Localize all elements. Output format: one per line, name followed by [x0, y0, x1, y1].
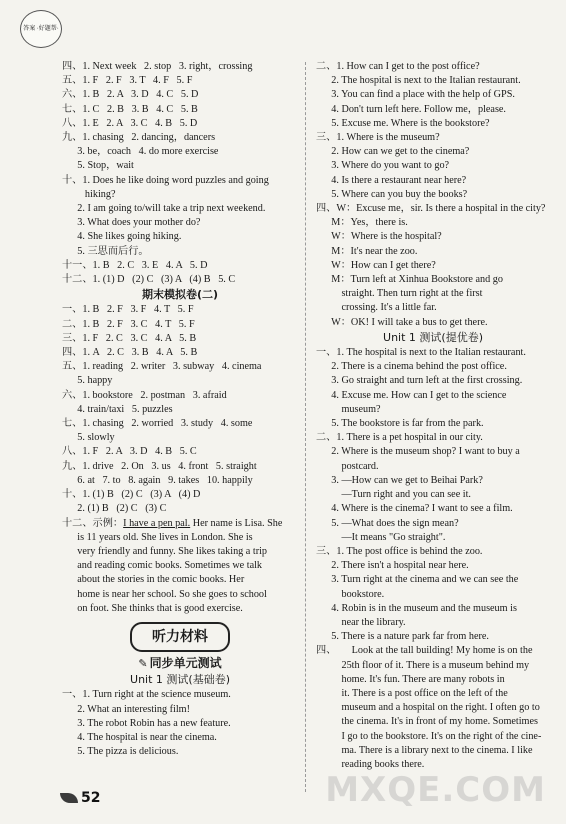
text-line: 五、1. F 2. F 3. T 4. F 5. F	[62, 75, 193, 87]
text-line: 3. Turn right at the cinema and we can see the	[316, 574, 519, 586]
text-line: W：Where is the hospital?	[316, 231, 442, 243]
text-line: 3. Where do you want to go?	[316, 160, 450, 172]
text-line: hiking?	[62, 188, 116, 200]
text-line: 4. Don't turn left here. Follow me，please.	[316, 103, 506, 115]
text-line: 2. How can we get to the cinema?	[316, 146, 470, 158]
text-line: 一、1. The hospital is next to the Italian restaurant.	[316, 347, 526, 359]
text-line: 二、1. B 2. F 3. C 4. T 5. F	[62, 318, 195, 330]
text-line: 5. There is a nature park far from here.	[316, 631, 489, 643]
text-line: 七、1. chasing 2. worried 3. study 4. some	[62, 418, 253, 430]
text-line: 十二、1. (1) D (2) C (3) A (4) B 5. C	[62, 274, 236, 286]
text-line: 一、1. B 2. F 3. F 4. T 5. F	[62, 304, 194, 316]
text-line: museum?	[316, 403, 381, 415]
essay-first-line: 十二、示例：I have a pen pal. Her name is Lisa. She	[62, 517, 283, 529]
text-line: —Turn right and you can see it.	[316, 489, 471, 501]
text-line: is 11 years old. She lives in London. She is	[62, 531, 253, 543]
text-line: 七、1. C 2. B 3. B 4. C 5. B	[62, 103, 198, 115]
text-line: 十、1. Does he like doing word puzzles and going	[62, 174, 269, 186]
text-line: 四、1. A 2. C 3. B 4. A 5. B	[62, 347, 198, 359]
right-column	[316, 60, 550, 772]
text-line: 5. The bookstore is far from the park.	[316, 418, 484, 430]
heading-final-mock-2: 期末模拟卷(二)	[141, 288, 219, 302]
text-line: W：How can I get there?	[316, 259, 436, 271]
text-line: 6. at 7. to 8. again 9. takes 10. happily	[62, 474, 253, 486]
unit1-advanced-heading: Unit 1 测试(提优卷)	[383, 330, 483, 344]
text-line: 2. What an interesting film!	[62, 703, 190, 715]
left-column	[62, 60, 298, 759]
unit1-basic-listening-cont	[316, 60, 550, 330]
listening-material-banner: 听力材料	[130, 622, 230, 652]
text-line: 二、1. How can I get to the post office?	[316, 61, 480, 72]
text-line: 5. The pizza is delicious.	[62, 746, 179, 758]
text-line: 3. The robot Robin has a new feature.	[62, 717, 231, 729]
text-line: near the library.	[316, 616, 406, 628]
text-line: M：Turn left at Xinhua Bookstore and go	[316, 274, 503, 286]
text-line: 2. There isn't a hospital near here.	[316, 560, 469, 572]
text-line: about the stories in the comic books. Her	[62, 574, 245, 586]
text-line: crossing. It's a little far.	[316, 302, 437, 314]
text-line: 六、1. B 2. A 3. D 4. C 5. D	[62, 89, 199, 101]
text-line: it. There is a post office on the left of the	[316, 687, 508, 699]
text-line: ma. There is a library next to the cinema. I like	[316, 744, 533, 756]
text-line: 四、W：Excuse me，sir. Is there a hospital in the city?	[316, 203, 546, 215]
text-line: 十一、1. B 2. C 3. E 4. A 5. D	[62, 259, 208, 271]
text-line: and reading comic books. Sometimes we talk	[62, 560, 263, 572]
text-line: 4. She likes going hiking.	[62, 231, 182, 243]
text-line: 四、 Look at the tall building! My home is on the	[316, 645, 533, 657]
text-line: 5. Excuse me. Where is the bookstore?	[316, 117, 490, 129]
site-watermark: MXQE.COM	[325, 770, 546, 810]
text-line: 十、1. (1) B (2) C (3) A (4) D	[62, 489, 201, 501]
text-line: 4. Excuse me. How can I get to the science	[316, 389, 507, 401]
text-line: 九、1. chasing 2. dancing，dancers	[62, 132, 216, 144]
text-line: 5. Stop，wait	[62, 160, 134, 172]
text-line: M：It's near the zoo.	[316, 245, 418, 257]
text-line: 2. Where is the museum shop? I want to buy a	[316, 446, 520, 458]
text-line: 3. What does your mother do?	[62, 217, 201, 229]
text-line: W：OK! I will take a bus to get there.	[316, 316, 488, 328]
text-line: 2. I am going to/will take a trip next weekend.	[62, 203, 266, 215]
text-line: 5. happy	[62, 375, 113, 387]
page-number: 52	[60, 790, 100, 806]
leaf-icon	[60, 793, 78, 803]
text-line: 4. The hospital is near the cinema.	[62, 731, 217, 743]
text-line: 25th floor of it. There is a museum behind my	[316, 659, 530, 671]
pencil-icon: ✎	[138, 656, 148, 670]
text-line: 一、1. Turn right at the science museum.	[62, 689, 231, 701]
text-line: postcard.	[316, 460, 379, 472]
text-line: 3. be，coach 4. do more exercise	[62, 146, 219, 158]
text-line: home is near her school. So she goes to school	[62, 588, 267, 600]
text-line: 三、1. The post office is behind the zoo.	[316, 545, 483, 557]
text-line: the cinema. It's in front of my home. Sometimes	[316, 716, 538, 728]
unit1-basic-listening	[62, 688, 298, 759]
text-line: 4. Robin is in the museum and the museum is	[316, 602, 517, 614]
answers-final-mock-2	[62, 303, 298, 516]
text-line: 5. slowly	[62, 432, 115, 444]
text-line: 3. You can find a place with the help of GPS.	[316, 89, 515, 101]
text-line: 八、1. F 2. A 3. D 4. B 5. C	[62, 446, 197, 458]
text-line: M：Yes，there is.	[316, 217, 408, 229]
text-line: reading books there.	[316, 758, 425, 770]
text-line: 4. Where is the cinema? I want to see a film.	[316, 503, 513, 515]
text-line: very friendly and funny. She likes taking a trip	[62, 545, 268, 557]
unit1-basic-heading: Unit 1 测试(基础卷)	[130, 673, 230, 687]
text-line: 4. train/taxi 5. puzzles	[62, 403, 173, 415]
unit1-advanced-listening	[316, 346, 550, 772]
logo-seal-icon: 答案 ·好题帮·	[20, 10, 62, 48]
text-line: 2. There is a cinema behind the post office.	[316, 361, 507, 373]
text-line: 2. (1) B (2) C (3) C	[62, 503, 167, 515]
text-line: straight. Then turn right at the first	[316, 288, 483, 300]
text-line: 六、1. bookstore 2. postman 3. afraid	[62, 389, 227, 401]
text-line: 5. —What does the sign mean?	[316, 517, 459, 529]
text-line: 二、1. There is a pet hospital in our city.	[316, 432, 483, 444]
publisher-logo	[20, 10, 66, 50]
text-line: museum and a hospital on the right. I often go to	[316, 702, 540, 714]
text-line: 3. —How can we get to Beihai Park?	[316, 474, 483, 486]
text-line: bookstore.	[316, 588, 385, 600]
text-line: 2. The hospital is next to the Italian restaurant.	[316, 75, 521, 87]
text-line: 三、1. F 2. C 3. C 4. A 5. B	[62, 332, 197, 344]
text-line: 五、1. reading 2. writer 3. subway 4. cinema	[62, 361, 262, 373]
text-line: 九、1. drive 2. On 3. us 4. front 5. straight	[62, 460, 257, 472]
column-divider	[305, 62, 306, 792]
text-line: 5. Where can you buy the books?	[316, 188, 468, 200]
essay-text	[62, 531, 298, 616]
text-line: I go to the bookstore. It's on the right of the cine-	[316, 730, 542, 742]
text-line: home. It's fun. There are many robots in	[316, 673, 505, 685]
text-line: 三、1. Where is the museum?	[316, 132, 440, 144]
answers-final-mock-1	[62, 60, 298, 287]
text-line: 5. 三思而后行。	[62, 245, 149, 257]
text-line: 4. Is there a restaurant near here?	[316, 174, 467, 186]
text-line: on foot. She thinks that is good exercise.	[62, 602, 243, 614]
text-line: 八、1. E 2. A 3. C 4. B 5. D	[62, 117, 198, 129]
text-line: 四、1. Next week 2. stop 3. right，crossing	[62, 61, 253, 72]
text-line: —It means "Go straight".	[316, 531, 446, 543]
text-line: 3. Go straight and turn left at the first crossing.	[316, 375, 523, 387]
sync-unit-test-title: ✎ 同步单元测试	[138, 655, 222, 670]
